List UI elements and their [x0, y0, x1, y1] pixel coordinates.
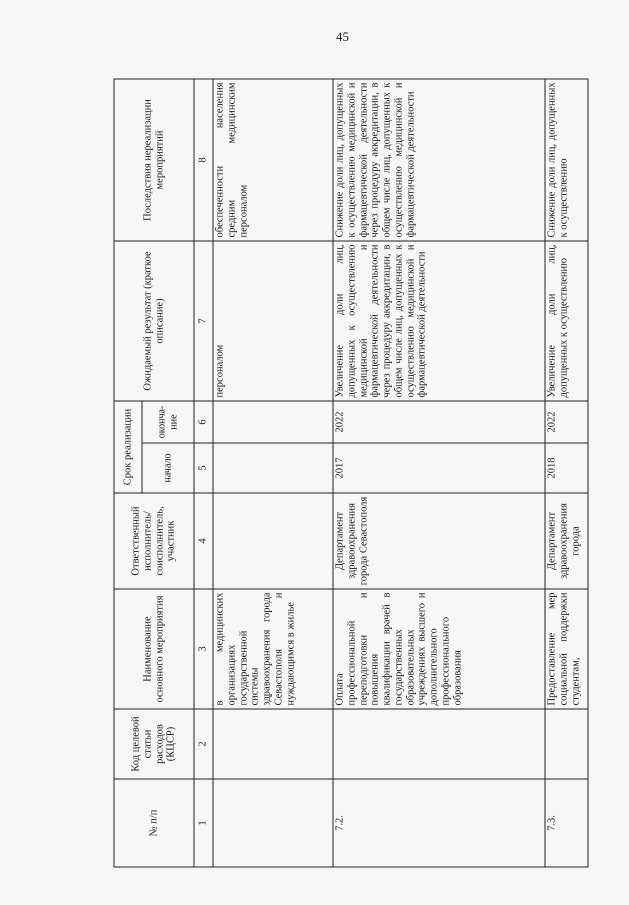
row-end [213, 401, 333, 443]
header-num: № п/п [114, 779, 194, 867]
header-code: Код целевой статьи расходов (КЦСР) [114, 709, 194, 779]
header-consequences: Последствия нереализации мероприятий [114, 79, 194, 241]
row-start [213, 443, 333, 493]
page-number: 45 [336, 29, 349, 44]
row-num: 7.3. [545, 779, 588, 867]
column-number: 4 [194, 493, 213, 589]
row-result: персоналом [213, 241, 333, 401]
column-number: 7 [194, 241, 213, 401]
row-result: Увеличение доли лиц, допущенных к осуществлению медицинской и фармацевтической деятельности через процедуру аккредитации, в общем числе лиц, допущенных к осуществлению медицинской и фармацевтической деятельности [333, 241, 545, 401]
header-name: Наименование основного мероприятия [114, 589, 194, 709]
table-row [213, 79, 333, 867]
header-row [114, 79, 142, 867]
header-responsible: Ответственный исполнитель/ соисполнитель, участник [114, 493, 194, 589]
row-result: Увеличение доли лиц, допущенных к осуществлению [545, 241, 588, 401]
header-start: начало [142, 443, 194, 493]
row-end: 2022 [545, 401, 588, 443]
row-consequences: обеспеченности населения средним медицинским персоналом [213, 79, 333, 241]
row-responsible: Департамент здравоохранения города Севастополя [333, 493, 545, 589]
row-responsible [213, 493, 333, 589]
row-responsible: Департамент здравоохранения города [545, 493, 588, 589]
row-code [333, 709, 545, 779]
row-start: 2017 [333, 443, 545, 493]
column-number: 3 [194, 589, 213, 709]
row-name: в медицинских организациях государственной системы здравоохранения города Севастополя и нуждающимся в жилье [213, 589, 333, 709]
measures-table [114, 78, 589, 867]
header-period: Срок реализации [114, 401, 142, 493]
column-number: 2 [194, 709, 213, 779]
row-consequences: Снижение доли лиц, допущенных к осуществлению медицинской и фармацевтической деятельности через процедуру аккредитации, в общем числе лиц, допущенных к осуществлению медицинской и фармацевтической деятельности [333, 79, 545, 241]
row-consequences: Снижение доли лиц, допущенных к осуществлению [545, 79, 588, 241]
column-number: 6 [194, 401, 213, 443]
header-result: Ожидаемый результат (краткое описание) [114, 241, 194, 401]
table-row [545, 79, 588, 867]
table-row [333, 79, 545, 867]
header-end: оконча-ние [142, 401, 194, 443]
rotated-table-container [114, 80, 589, 868]
row-start: 2018 [545, 443, 588, 493]
column-number: 8 [194, 79, 213, 241]
column-number: 5 [194, 443, 213, 493]
row-name: Предоставление мер социальной поддержки студентам, [545, 589, 588, 709]
row-code [213, 709, 333, 779]
column-number: 1 [194, 779, 213, 867]
row-num: 7.2. [333, 779, 545, 867]
row-name: Оплата профессиональной переподготовки и повышения квалификации врачей в государственных образовательных учреждениях высшего и дополнительного профессионального образования [333, 589, 545, 709]
row-code [545, 709, 588, 779]
column-number-row [194, 79, 213, 867]
row-num [213, 779, 333, 867]
row-end: 2022 [333, 401, 545, 443]
